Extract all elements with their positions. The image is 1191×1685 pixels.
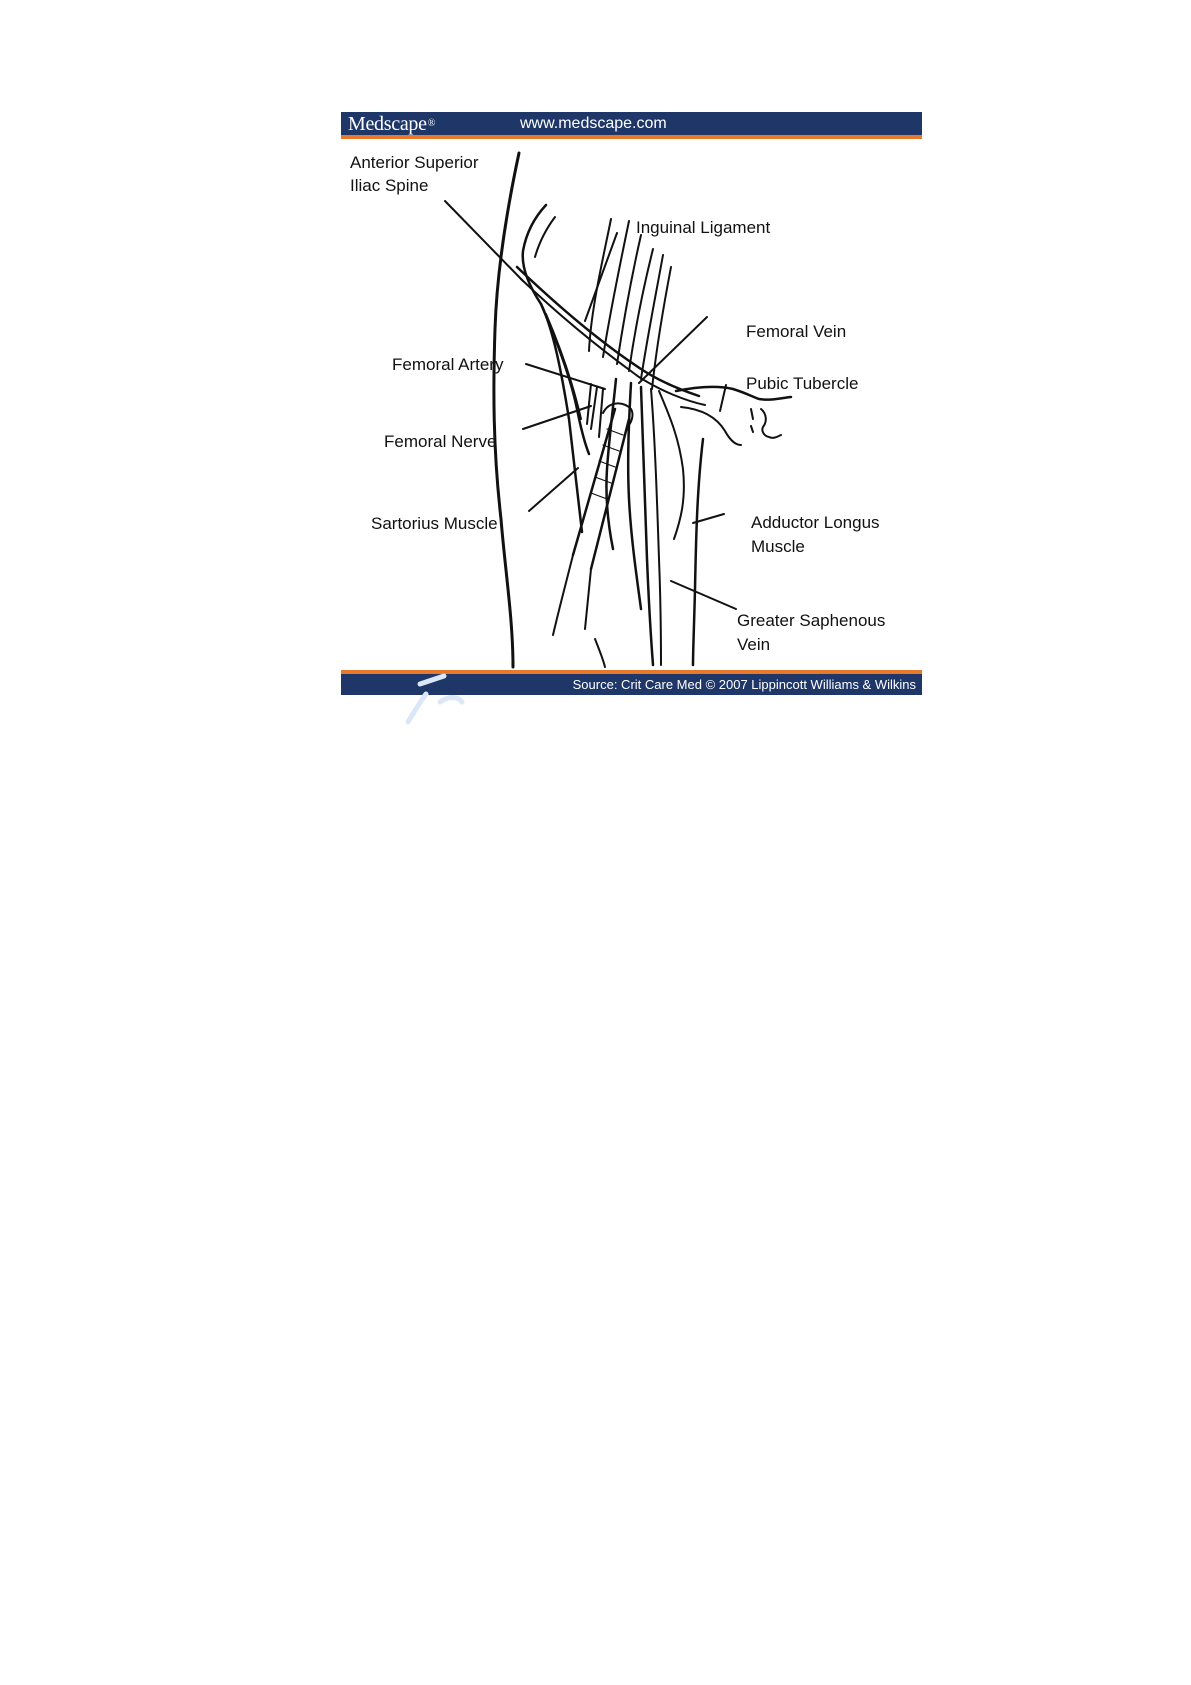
label-femoral-nerve: Femoral Nerve <box>384 432 497 451</box>
femoral-vein-shape-medial <box>628 383 641 609</box>
saphenous-vein-shape-inner <box>651 389 661 665</box>
label-adductor-line2: Muscle <box>751 537 805 556</box>
vessel-strand-6 <box>652 267 671 389</box>
label-saphenous-line1: Greater Saphenous <box>737 611 886 630</box>
medial-thigh-outline <box>693 439 703 665</box>
femoral-artery-shape <box>541 304 589 454</box>
vessel-strand-4 <box>629 249 653 371</box>
brand-name: Medscape <box>348 113 427 135</box>
label-femoral-vein: Femoral Vein <box>746 322 847 341</box>
label-asis-line1: Anterior Superior <box>350 153 479 172</box>
label-femoral-artery: Femoral Artery <box>392 355 504 374</box>
header-banner <box>341 112 922 139</box>
pubic-ridge-lower <box>681 407 741 445</box>
saphenous-vein-shape <box>641 387 653 665</box>
leader-asis <box>445 201 523 281</box>
fascia-edge <box>659 391 684 539</box>
medscape-logo <box>348 113 435 135</box>
pubic-tubercle-tick <box>751 409 753 432</box>
label-asis-line2: Iliac Spine <box>350 176 429 195</box>
site-url: www.medscape.com <box>520 115 667 132</box>
label-sartorius-muscle: Sartorius Muscle <box>371 514 498 533</box>
leader-saphenous <box>671 581 736 609</box>
femoral-branch-1 <box>587 384 603 437</box>
lower-contour <box>595 639 605 667</box>
pubic-tubercle-mark <box>761 409 781 438</box>
outer-thigh-outline <box>494 153 519 667</box>
anatomy-figure <box>341 112 922 696</box>
lateral-groin-outline-inner <box>535 217 555 257</box>
label-inguinal-ligament: Inguinal Ligament <box>636 218 771 237</box>
leader-pubic-tubercle <box>720 385 726 411</box>
needle-lower-lines <box>553 555 591 635</box>
femoral-triangle-illustration <box>341 139 922 670</box>
leader-sartorius <box>529 468 578 511</box>
label-saphenous-line2: Vein <box>737 635 771 654</box>
source-credit: Source: Crit Care Med © 2007 Lippincott Williams & Wilkins <box>572 677 916 692</box>
lateral-groin-outline <box>523 205 582 532</box>
label-pubic-tubercle: Pubic Tubercle <box>746 374 859 393</box>
registered-mark: ® <box>427 118 435 129</box>
vessel-strand-5 <box>641 255 663 379</box>
label-adductor-line1: Adductor Longus <box>751 513 880 532</box>
vessel-strand-3 <box>617 235 641 364</box>
watermark-mark <box>400 672 470 732</box>
